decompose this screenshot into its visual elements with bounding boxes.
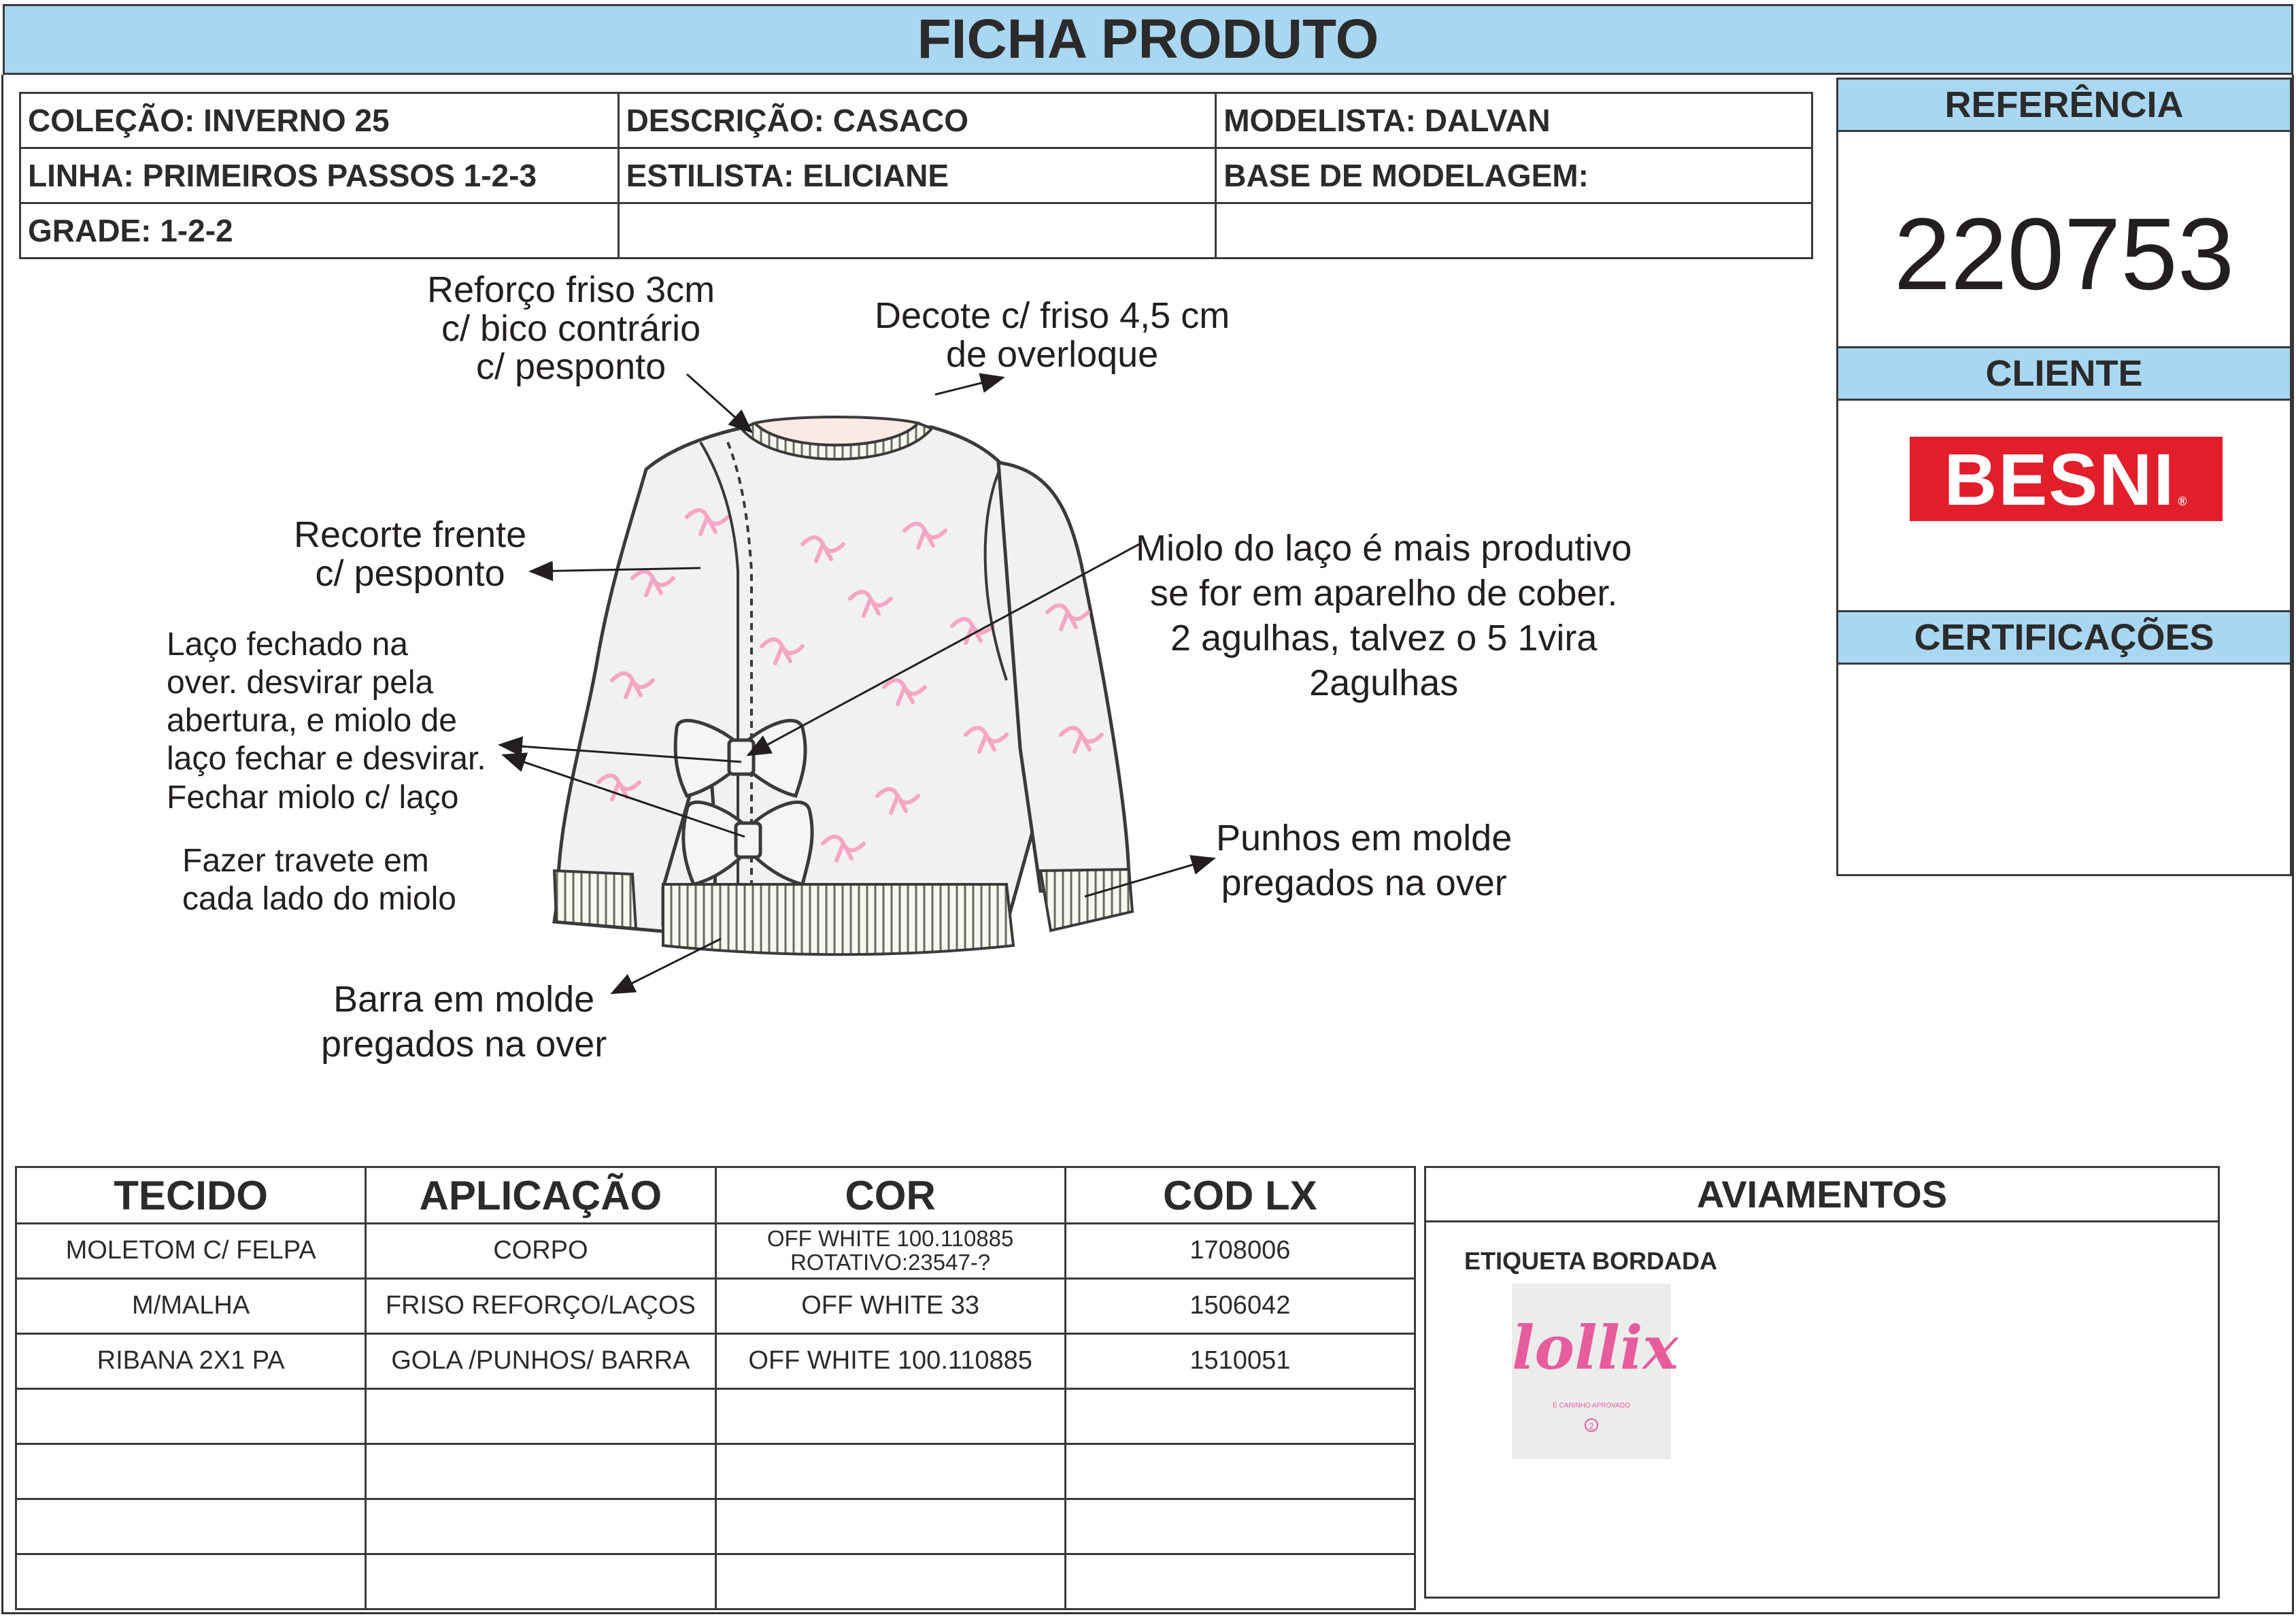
annotation-line: Miolo do laço é mais produtivo [1136,528,1632,569]
header-aplicacao: APLICAÇÃO [366,1167,715,1224]
empty-cell [1065,1499,1415,1554]
annotation-recorte [294,516,526,592]
table-row [16,1499,1415,1554]
empty-cell [16,1444,366,1499]
empty-cell [366,1499,715,1554]
empty-cell [1065,1389,1415,1444]
table-row [16,1279,1415,1334]
empty-cell [366,1389,715,1444]
aviamentos-panel [1424,1166,2220,1599]
annotation-line: pregados na over [321,1023,607,1065]
cod-lx-cell: 1506042 [1065,1279,1415,1334]
besni-logo-text: BESNI [1944,437,2176,520]
aplicacao-cell: GOLA /PUNHOS/ BARRA [366,1334,715,1389]
etiqueta-label: ETIQUETA BORDADA [1464,1247,1717,1275]
annotation-line: de overloque [945,333,1159,375]
annotation-line: cada lado do miolo [182,881,456,918]
cod-lx-cell: 1510051 [1065,1334,1415,1389]
aviamentos-header: AVIAMENTOS [1426,1168,2218,1222]
annotation-line: abertura, e miolo de [167,703,457,739]
empty-cell [16,1499,366,1554]
descricao-cell: DESCRIÇÃO: CASACO [618,93,1216,148]
certificacoes-header: CERTIFICAÇÕES [1838,610,2290,665]
materials-table [15,1166,1416,1610]
table-row [16,1224,1415,1279]
empty-cell [715,1499,1065,1554]
annotation-line: Recorte frente [294,514,527,555]
table-row [16,1334,1415,1389]
empty-cell [1065,1444,1415,1499]
registered-mark: ® [2178,495,2189,508]
annotation-decote [875,297,1230,373]
annotation-line: laço fechar e desvirar. [167,741,486,778]
table-row [16,1389,1415,1444]
aplicacao-cell: CORPO [366,1224,715,1279]
header-cod-lx: COD LX [1065,1167,1415,1224]
table-row [16,1444,1415,1499]
referencia-value: 220753 [1893,197,2235,311]
sweater-body [554,427,1129,935]
annotation-reforco [427,271,715,386]
header-cor: COR [715,1167,1065,1224]
annotation-barra [321,978,607,1067]
modelista-cell: MODELISTA: DALVAN [1216,93,1812,148]
cliente-header: CLIENTE [1838,346,2290,401]
linha-cell: LINHA: PRIMEIROS PASSOS 1-2-3 [20,148,619,203]
annotation-line: over. desvirar pela [167,665,434,701]
grade-cell: GRADE: 1-2-2 [20,203,619,258]
lollix-size-number: 2 [1585,1418,1598,1432]
annotation-line: Barra em molde [333,979,595,1020]
empty-cell [715,1444,1065,1499]
colecao-cell: COLEÇÃO: INVERNO 25 [20,93,619,148]
annotation-line: Punhos em molde [1216,818,1513,858]
empty-cell [366,1554,715,1609]
annotation-line: Decote c/ friso 4,5 cm [875,295,1230,336]
empty-cell [16,1554,366,1609]
annotation-travete [182,842,456,918]
annotation-line: Fazer travete em [182,843,429,879]
cor-cell [715,1224,1065,1279]
annotation-line: Fechar miolo c/ laço [167,779,459,816]
annotation-line: Reforço friso 3cm [427,269,715,310]
cor-line: OFF WHITE 100.110885 [766,1226,1014,1252]
annotation-line: Laço fechado na [167,627,408,663]
annotation-line: c/ pesponto [315,552,505,594]
lollix-brand: lollix [1512,1312,1678,1383]
annotation-line: se for em aparelho de cober. [1149,572,1618,614]
cor-line: ROTATIVO:23547-? [790,1250,991,1275]
page-title: FICHA PRODUTO [3,4,2293,75]
header-tecido: TECIDO [16,1167,366,1224]
annotation-line: 2agulhas [1309,662,1459,703]
table-row [16,1554,1415,1609]
materials-header-row [16,1167,1415,1224]
empty-cell [366,1444,715,1499]
lollix-label-image [1512,1284,1678,1459]
empty-cell [1065,1554,1415,1609]
annotation-punhos [1216,816,1512,906]
base-modelagem-cell: BASE DE MODELAGEM: [1216,148,1812,203]
tecido-cell: MOLETOM C/ FELPA [16,1224,366,1279]
empty-cell [16,1389,366,1444]
annotation-line: pregados na over [1221,862,1507,903]
cor-cell: OFF WHITE 33 [715,1279,1065,1334]
estilista-cell: ESTILISTA: ELICIANE [618,148,1216,203]
aplicacao-cell: FRISO REFORÇO/LAÇOS [366,1279,715,1334]
lollix-tagline: É CARINHO APROVADO [1553,1402,1630,1409]
annotation-line: c/ bico contrário [441,307,701,349]
annotation-line: c/ pesponto [475,346,666,388]
annotation-laco [167,626,486,817]
empty-cell [715,1554,1065,1609]
cor-cell: OFF WHITE 100.110885 [715,1334,1065,1389]
referencia-header: REFERÊNCIA [1838,78,2290,132]
tecido-cell: RIBANA 2X1 PA [16,1334,366,1389]
annotation-line: 2 agulhas, talvez o 5 1vira [1170,617,1598,658]
cod-lx-cell: 1708006 [1065,1224,1415,1279]
annotation-miolo [1136,527,1632,706]
empty-cell [715,1389,1065,1444]
tecido-cell: M/MALHA [16,1279,366,1334]
